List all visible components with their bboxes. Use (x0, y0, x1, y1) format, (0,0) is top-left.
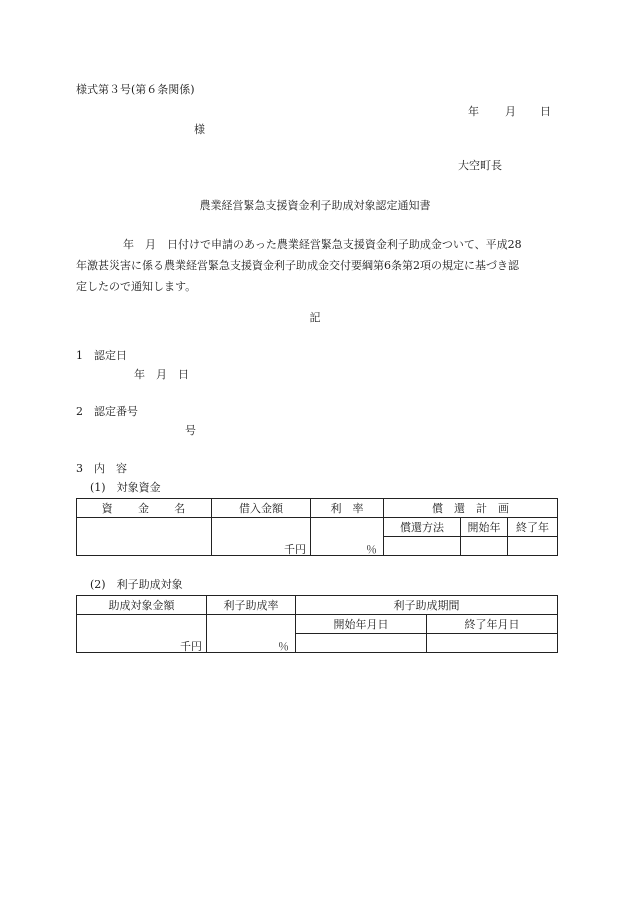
repayment-method-header: 償還方法 (384, 518, 461, 537)
loan-amount-header: 借入金額 (212, 499, 311, 518)
fund-name-header: 資 金 名 (77, 499, 212, 518)
subsidy-target-table (76, 595, 558, 653)
period-start-header: 開始年月日 (296, 615, 427, 634)
repayment-method-cell (384, 537, 461, 556)
form-number-label: 様式第３号(第６条関係) (76, 83, 195, 96)
start-year-cell (461, 537, 508, 556)
body-line-1: 年 月 日付けで申請のあった農業経営緊急支援資金利子助成金ついて、平成28 (123, 238, 522, 251)
body-paragraph (76, 234, 555, 297)
addressee-suffix: 様 (194, 123, 205, 136)
document-title: 農業経営緊急支援資金利子助成対象認定通知書 (199, 199, 431, 212)
date-day-label: 日 (540, 105, 551, 118)
section-2-heading: 2 認定番号 (76, 405, 138, 418)
date-month-label: 月 (505, 105, 516, 118)
period-end-header: 終了年月日 (427, 615, 558, 634)
start-year-header: 開始年 (461, 518, 508, 537)
target-fund-table (76, 498, 558, 556)
body-line-2: 年激甚災害に係る農業経営緊急支援資金利子助成金交付要綱第6条第2項の規定に基づき認 (76, 259, 519, 272)
issuer-name: 大空町長 (458, 159, 502, 172)
body-line-3: 定したので通知します。 (76, 280, 197, 293)
section-3-sub2-label: (2) 利子助成対象 (90, 578, 183, 591)
period-end-cell (427, 634, 558, 653)
end-year-header: 終了年 (508, 518, 558, 537)
period-start-cell (296, 634, 427, 653)
ki-heading: 記 (309, 311, 321, 324)
section-3-sub1-label: (1) 対象資金 (90, 481, 161, 494)
section-1-heading: 1 認定日 (76, 349, 127, 362)
section-3-heading: 3 内 容 (76, 462, 127, 475)
section-1-value: 年 月 日 (134, 368, 189, 381)
fund-name-cell (77, 518, 212, 556)
subsidy-period-header: 利子助成期間 (296, 596, 558, 615)
subsidy-rate-cell: ％ (207, 615, 296, 653)
section-2-value: 号 (185, 424, 196, 437)
loan-amount-cell: 千円 (212, 518, 311, 556)
table-row (77, 518, 558, 537)
interest-rate-header: 利 率 (311, 499, 384, 518)
end-year-cell (508, 537, 558, 556)
date-year-label: 年 (468, 105, 479, 118)
table-header-row (77, 499, 558, 518)
repayment-plan-header: 償 還 計 画 (384, 499, 558, 518)
interest-rate-cell: ％ (311, 518, 384, 556)
table-row (77, 615, 558, 634)
table-header-row (77, 596, 558, 615)
target-amount-cell: 千円 (77, 615, 207, 653)
target-amount-header: 助成対象金額 (77, 596, 207, 615)
subsidy-rate-header: 利子助成率 (207, 596, 296, 615)
